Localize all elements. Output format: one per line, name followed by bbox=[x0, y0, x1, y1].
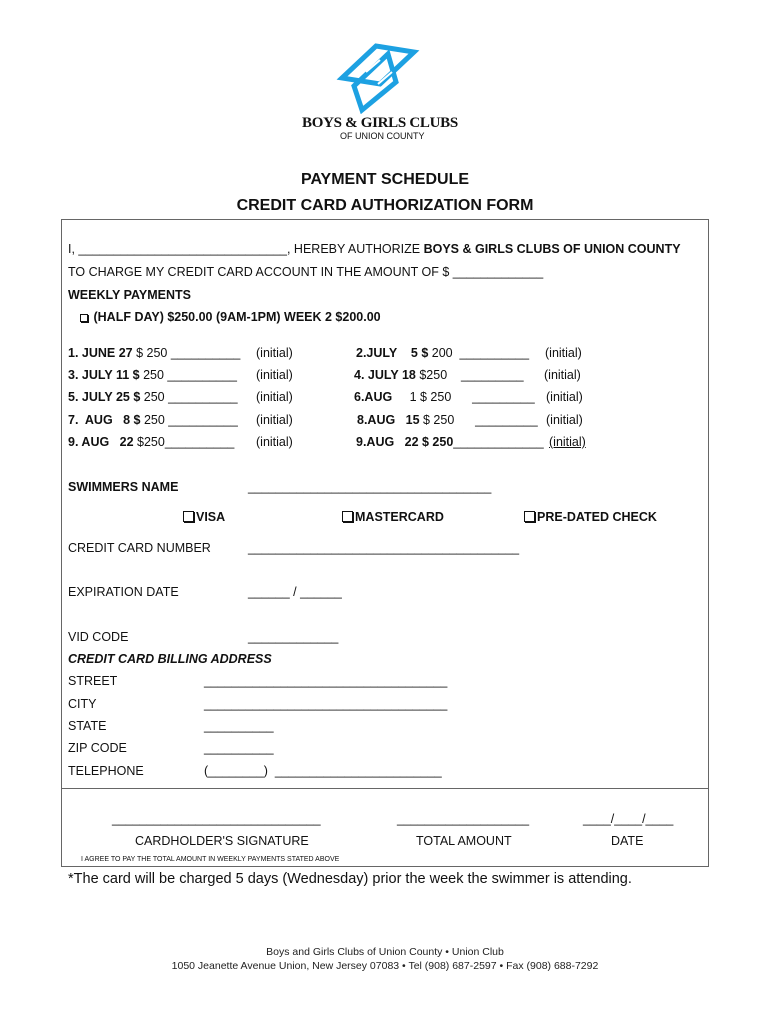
predated-check-label: PRE-DATED CHECK bbox=[537, 510, 657, 524]
mastercard-label: MASTERCARD bbox=[355, 510, 444, 524]
half-day-option[interactable] bbox=[80, 310, 381, 324]
signature-field[interactable]: ______________________________ bbox=[112, 812, 321, 826]
predated-check-checkbox[interactable] bbox=[524, 511, 535, 522]
schedule-date: 7. AUG 8 $ bbox=[68, 413, 141, 427]
schedule-right-2[interactable] bbox=[354, 368, 524, 382]
schedule-initial: (initial) bbox=[545, 346, 582, 360]
footer-line-1: Boys and Girls Clubs of Union County • Union Club bbox=[266, 946, 504, 958]
zip-code-label: ZIP CODE bbox=[68, 741, 127, 755]
schedule-amount: 250 __________ bbox=[140, 390, 238, 404]
schedule-amount: $ 250 _________ bbox=[419, 413, 538, 427]
schedule-right-3[interactable] bbox=[354, 390, 535, 404]
cc-number-label: CREDIT CARD NUMBER bbox=[68, 541, 211, 555]
schedule-amount: 1 $ 250 _________ bbox=[392, 390, 535, 404]
telephone-label: TELEPHONE bbox=[68, 764, 144, 778]
authorization-org: BOYS & GIRLS CLUBS OF UNION COUNTY bbox=[423, 242, 681, 256]
total-amount-field[interactable]: ___________________ bbox=[397, 812, 530, 826]
schedule-initial: (initial) bbox=[546, 413, 583, 427]
org-subtitle: OF UNION COUNTY bbox=[340, 131, 425, 141]
zip-code-field[interactable]: __________ bbox=[204, 741, 274, 755]
cardholder-signature-label: CARDHOLDER'S SIGNATURE bbox=[135, 834, 309, 848]
agreement-text: I AGREE TO PAY THE TOTAL AMOUNT IN WEEKLY PAYMENTS STATED ABOVE bbox=[81, 856, 340, 863]
date-label: DATE bbox=[611, 834, 644, 848]
visa-checkbox[interactable] bbox=[183, 511, 194, 522]
state-label: STATE bbox=[68, 719, 107, 733]
schedule-left-4[interactable] bbox=[68, 413, 238, 427]
schedule-date: 9. AUG 22 bbox=[68, 435, 134, 449]
schedule-date: 4. JULY 18 bbox=[354, 368, 416, 382]
half-day-label: (HALF DAY) $250.00 (9AM-1PM) WEEK 2 $200.00 bbox=[93, 310, 381, 324]
total-amount-label: TOTAL AMOUNT bbox=[416, 834, 512, 848]
schedule-left-1[interactable] bbox=[68, 346, 240, 360]
cc-number-field[interactable]: _______________________________________ bbox=[248, 541, 520, 555]
schedule-amount: $ 250 __________ bbox=[132, 346, 241, 360]
schedule-amount: 250 __________ bbox=[139, 368, 237, 382]
schedule-date: 1. JUNE 27 bbox=[68, 346, 133, 360]
visa-label: VISA bbox=[196, 510, 226, 524]
schedule-initial: (initial) bbox=[256, 413, 293, 427]
schedule-right-4[interactable] bbox=[357, 413, 538, 427]
org-name: BOYS & GIRLS CLUBS bbox=[302, 115, 458, 131]
authorization-line-1[interactable] bbox=[68, 242, 681, 256]
schedule-date: 2.JULY 5 $ bbox=[356, 346, 429, 360]
swimmers-name-field[interactable]: ___________________________________ bbox=[248, 480, 492, 494]
schedule-date: 8.AUG 15 bbox=[357, 413, 420, 427]
telephone-field[interactable]: (________) ________________________ bbox=[204, 764, 442, 778]
schedule-date: 5. JULY 25 $ bbox=[68, 390, 141, 404]
schedule-initial: (initial) bbox=[549, 435, 586, 449]
date-field[interactable]: ____/____/____ bbox=[583, 812, 674, 826]
vid-code-label: VID CODE bbox=[68, 630, 129, 644]
authorization-name-blank: I, ______________________________, HEREBY AUTHORIZE bbox=[68, 242, 424, 256]
schedule-left-2[interactable] bbox=[68, 368, 237, 382]
schedule-left-3[interactable] bbox=[68, 390, 238, 404]
schedule-initial: (initial) bbox=[546, 390, 583, 404]
title-authorization-form: CREDIT CARD AUTHORIZATION FORM bbox=[236, 197, 534, 214]
schedule-amount: _____________ bbox=[453, 435, 544, 449]
schedule-right-5[interactable] bbox=[356, 435, 544, 449]
billing-address-heading: CREDIT CARD BILLING ADDRESS bbox=[68, 652, 272, 666]
schedule-initial: (initial) bbox=[256, 390, 293, 404]
handshake-logo-icon bbox=[336, 42, 420, 114]
street-label: STREET bbox=[68, 674, 118, 688]
footer-line-2: 1050 Jeanette Avenue Union, New Jersey 07083 • Tel (908) 687-2597 • Fax (908) 688-7292 bbox=[171, 960, 599, 972]
schedule-amount: 250 __________ bbox=[140, 413, 238, 427]
half-day-checkbox[interactable] bbox=[80, 314, 88, 322]
swimmers-name-label: SWIMMERS NAME bbox=[68, 480, 179, 494]
expiration-date-label: EXPIRATION DATE bbox=[68, 585, 179, 599]
title-payment-schedule: PAYMENT SCHEDULE bbox=[300, 171, 470, 188]
schedule-amount: $250 _________ bbox=[415, 368, 524, 382]
city-label: CITY bbox=[68, 697, 97, 711]
street-field[interactable]: ___________________________________ bbox=[204, 674, 448, 688]
weekly-payments-heading: WEEKLY PAYMENTS bbox=[68, 288, 191, 302]
schedule-date: 6.AUG bbox=[354, 390, 393, 404]
schedule-initial: (initial) bbox=[256, 368, 293, 382]
schedule-initial: (initial) bbox=[256, 435, 293, 449]
schedule-left-5[interactable] bbox=[68, 435, 234, 449]
schedule-amount: 200 __________ bbox=[428, 346, 530, 360]
authorization-amount-line[interactable]: TO CHARGE MY CREDIT CARD ACCOUNT IN THE AMOUNT OF $ _____________ bbox=[68, 265, 544, 279]
schedule-initial: (initial) bbox=[544, 368, 581, 382]
signature-divider bbox=[61, 788, 709, 789]
schedule-date: 3. JULY 11 $ bbox=[68, 368, 140, 382]
schedule-date: 9.AUG 22 $ 250 bbox=[356, 435, 454, 449]
expiration-date-field[interactable]: ______ / ______ bbox=[248, 585, 342, 599]
mastercard-checkbox[interactable] bbox=[342, 511, 353, 522]
schedule-amount: $250__________ bbox=[133, 435, 235, 449]
city-field[interactable]: ___________________________________ bbox=[204, 697, 448, 711]
vid-code-field[interactable]: _____________ bbox=[248, 630, 339, 644]
state-field[interactable]: __________ bbox=[204, 719, 274, 733]
predated-check-option[interactable] bbox=[524, 510, 657, 524]
mastercard-option[interactable] bbox=[342, 510, 444, 524]
schedule-initial: (initial) bbox=[256, 346, 293, 360]
visa-option[interactable] bbox=[183, 510, 225, 524]
charge-note: *The card will be charged 5 days (Wednesday) prior the week the swimmer is attending. bbox=[68, 871, 632, 887]
schedule-right-1[interactable] bbox=[356, 346, 529, 360]
